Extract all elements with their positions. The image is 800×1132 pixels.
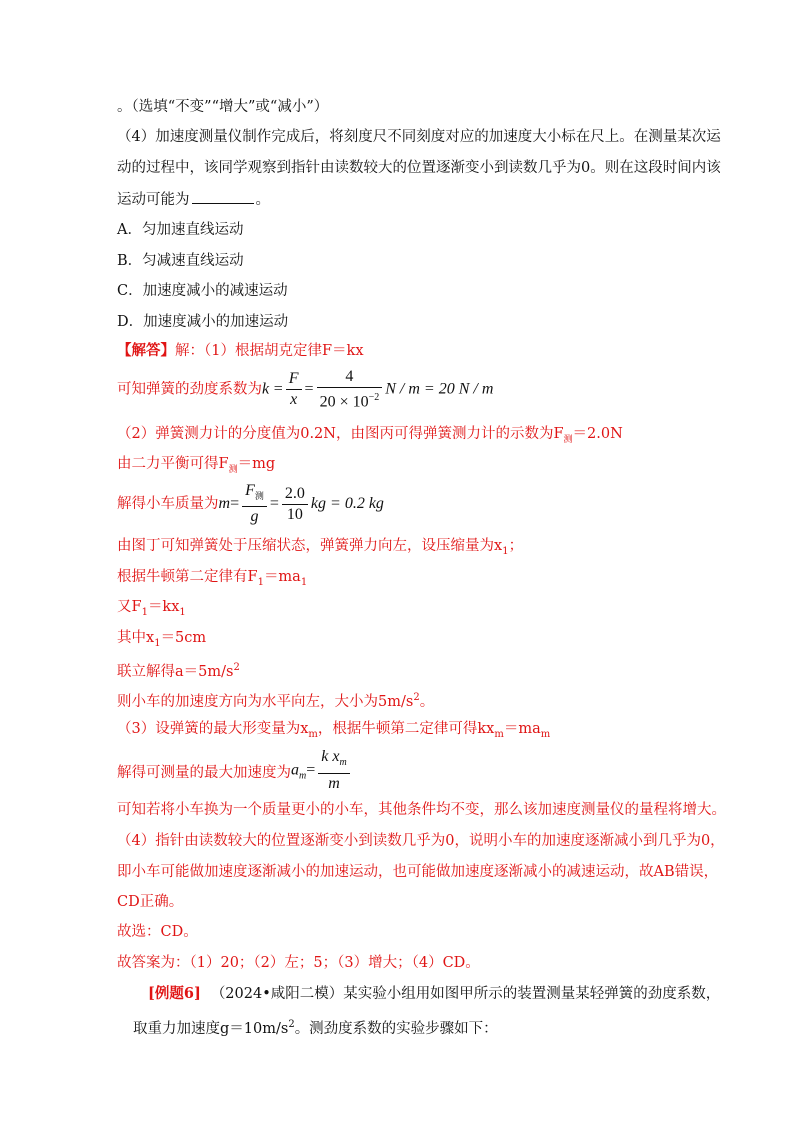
answer-line-1: 【解答】解：（1）根据胡克定律F＝kx <box>117 342 364 359</box>
answer-line-16: 即小车可能做加速度逐渐减小的加速运动，也可能做加速度逐渐减小的减速运动，故AB错误， <box>117 864 719 880</box>
answer-tag: 【解答】 <box>117 342 175 359</box>
example-6-line-1: [例题6] （2024•咸阳二模）某实验小组用如图甲所示的装置测量某轻弹簧的劲度系数， <box>148 985 721 1002</box>
answer-line-17: CD正确。 <box>117 894 184 910</box>
answer-line-3: （2）弹簧测力计的分度值为0.2N，由图丙可得弹簧测力计的示数为$F_测=2.0N$ <box>117 426 623 445</box>
answer-line-14: 可知若将小车换为一个质量更小的小车，其他条件均不变，那么该加速度测量仪的量程将增大。 <box>117 802 726 818</box>
spring-constant-formula: k = $\frac{F}{x}$ = $\frac{4}{20 \times 10^{-2}}$ N / m = 20 N / m <box>262 368 494 411</box>
answer-line-12: （3）设弹簧的最大形变量为$x_m$，根据牛顿第二定律可得$kx_m=ma_m$ <box>117 721 551 740</box>
answer-line-9: 其中$x_1=5cm$ <box>117 630 207 649</box>
fill-instruction: 。（选填“不变”“增大”或“减小”） <box>117 99 329 115</box>
answer-line-11: 则小车的加速度方向为水平向左，大小为$5m/s^2$。 <box>117 692 435 710</box>
max-acceleration-formula: $a_m=$ $\frac{k x_m}{m}$ <box>291 748 353 797</box>
mass-formula: m= $\frac{F_测}{g}$ = $\frac{2.0}{10}$ kg = 0.2 kg <box>218 482 384 526</box>
option-b: B．匀减速直线运动 <box>117 253 244 269</box>
question-4-line-2: 动的过程中，该同学观察到指针由读数较大的位置逐渐变小到读数几乎为0。则在这段时间内该 <box>117 160 721 176</box>
answer-blank <box>192 189 254 204</box>
question-4-line-3: 运动可能为 。 <box>117 189 270 210</box>
answer-line-10: 联立解得$a=5m/s^2$ <box>117 662 240 680</box>
answer-line-15: （4）指针由读数较大的位置逐渐变小到读数几乎为0，说明小车的加速度逐渐减小到几乎为0， <box>117 833 725 849</box>
answer-line-18: 故选：CD。 <box>117 924 198 940</box>
option-c: C．加速度减小的减速运动 <box>117 283 288 299</box>
answer-line-5: 解得小车质量为m= $\frac{F_测}{g}$ = $\frac{2.0}{10}$ kg = 0.2 kg <box>117 482 384 526</box>
answer-line-19: 故答案为：（1）20；（2）左；5；（3）增大；（4）CD。 <box>117 955 480 971</box>
answer-line-13: 解得可测量的最大加速度为$a_m=$ $\frac{k x_m}{m}$ <box>117 748 353 790</box>
question-4-line-1: （4）加速度测量仪制作完成后，将刻度尺不同刻度对应的加速度大小标在尺上。在测量某次运 <box>117 129 721 145</box>
answer-line-2: 可知弹簧的劲度系数为k = $\frac{F}{x}$ = $\frac{4}{20 \times 10^{-2}}$ N / m = 20 N / m <box>117 368 494 411</box>
example-tag: [例题6] <box>148 985 201 1002</box>
answer-line-4: 由二力平衡可得$F_测=mg$ <box>117 456 276 475</box>
answer-line-6: 由图丁可知弹簧处于压缩状态，弹簧弹力向左，设压缩量为$x_1$； <box>117 538 524 557</box>
example-6-line-2: 取重力加速度$g=10m/s^2$。测劲度系数的实验步骤如下： <box>133 1019 498 1037</box>
answer-line-8: 又$F_1=kx_1$ <box>117 599 186 618</box>
option-d: D．加速度减小的加速运动 <box>117 314 289 330</box>
option-a: A．匀加速直线运动 <box>117 222 244 238</box>
answer-line-7: 根据牛顿第二定律有$F_1=ma_1$ <box>117 569 308 588</box>
